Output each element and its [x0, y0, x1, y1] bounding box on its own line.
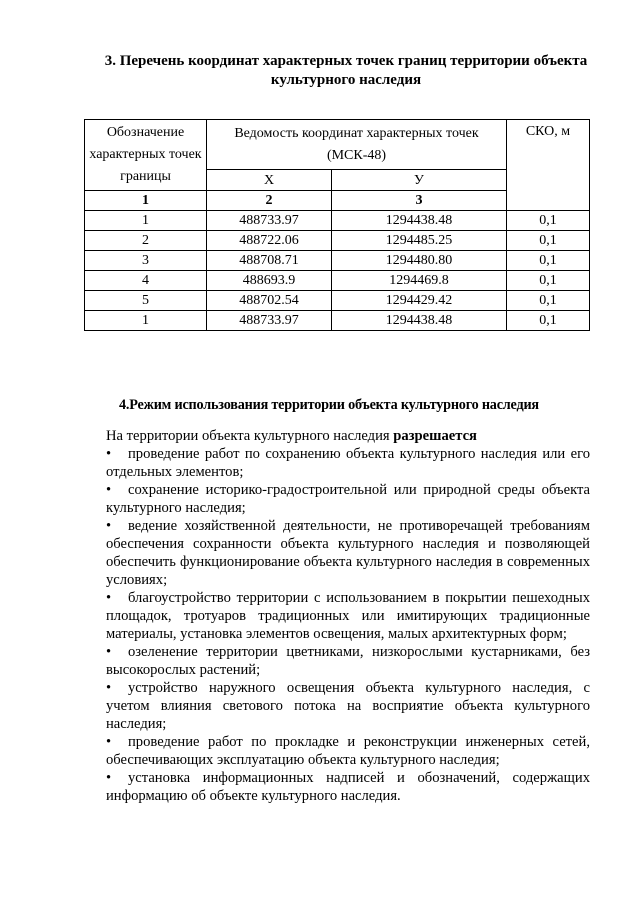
table-row: [85, 271, 590, 291]
cell-sko: 0,1: [507, 211, 590, 231]
list-item: [106, 481, 590, 517]
list-item: [106, 679, 590, 733]
table-row: [85, 311, 590, 331]
list-item-text: ведение хозяйственной деятельности, не противоречащей требованиям обеспечения сохранности объекта культурного наследия и позволяющей обеспечить функционирование объекта культурного наследия в современных условиях;: [106, 518, 590, 588]
bullet-icon: •: [106, 482, 112, 498]
table-row: [85, 211, 590, 231]
header-x: Х: [207, 170, 332, 191]
cell-sko: 0,1: [507, 271, 590, 291]
header-point-designation: Обозначение характерных точек границы: [85, 120, 207, 191]
cell-point: 4: [85, 271, 207, 291]
bullet-icon: •: [106, 734, 112, 750]
section-3-title: 3. Перечень координат характерных точек границ территории объекта культурного наследия: [104, 53, 588, 88]
cell-point: 1: [85, 211, 207, 231]
bullet-icon: •: [106, 644, 112, 660]
header-y: У: [332, 170, 507, 191]
table-row: [85, 291, 590, 311]
cell-point: 1: [85, 311, 207, 331]
coordinates-table: [84, 119, 590, 331]
permitted-activities-list: [106, 445, 590, 805]
cell-y: 1294438.48: [332, 311, 507, 331]
numbering-cell: 3: [332, 191, 507, 211]
cell-x: 488702.54: [207, 291, 332, 311]
intro-emphasis: разрешается: [393, 428, 477, 444]
list-item: [106, 589, 590, 643]
header-coordinates: Ведомость координат характерных точек (МСК-48): [207, 120, 507, 170]
list-item: [106, 517, 590, 589]
bullet-icon: •: [106, 770, 112, 786]
cell-sko: 0,1: [507, 311, 590, 331]
list-item-text: озеленение территории цветниками, низкорослыми кустарниками, без высокорослых растений;: [106, 644, 590, 678]
cell-point: 5: [85, 291, 207, 311]
bullet-icon: •: [106, 446, 112, 462]
bullet-icon: •: [106, 590, 112, 606]
cell-sko: 0,1: [507, 291, 590, 311]
section-4-body: [106, 427, 590, 805]
table-row: [85, 231, 590, 251]
list-item-text: проведение работ по прокладке и реконструкции инженерных сетей, обеспечивающих эксплуатацию объекта культурного наследия;: [106, 734, 590, 768]
cell-y: 1294485.25: [332, 231, 507, 251]
cell-point: 2: [85, 231, 207, 251]
intro-text: На территории объекта культурного наследия: [106, 428, 394, 444]
header-sko: СКО, м: [507, 120, 590, 211]
list-item: [106, 445, 590, 481]
cell-sko: 0,1: [507, 231, 590, 251]
list-item-text: установка информационных надписей и обозначений, содержащих информацию об объекте культурного наследия.: [106, 770, 590, 804]
section-4-title: 4.Режим использования территории объекта культурного наследия: [119, 397, 539, 413]
numbering-cell: 1: [85, 191, 207, 211]
cell-sko: 0,1: [507, 251, 590, 271]
cell-y: 1294438.48: [332, 211, 507, 231]
bullet-icon: •: [106, 518, 112, 534]
table-header-row: [85, 120, 590, 170]
cell-x: 488722.06: [207, 231, 332, 251]
intro-paragraph: [106, 427, 590, 445]
list-item-text: сохранение историко-градостроительной или природной среды объекта культурного наследия;: [106, 482, 590, 516]
table-row: [85, 251, 590, 271]
cell-x: 488733.97: [207, 211, 332, 231]
cell-point: 3: [85, 251, 207, 271]
bullet-icon: •: [106, 680, 112, 696]
cell-x: 488708.71: [207, 251, 332, 271]
list-item-text: благоустройство территории с использованием в покрытии пешеходных площадок, тротуаров традиционных или имитирующих традиционные материалы, установка элементов освещения, малых архитектурных форм;: [106, 590, 590, 642]
cell-y: 1294429.42: [332, 291, 507, 311]
cell-x: 488693.9: [207, 271, 332, 291]
list-item: [106, 733, 590, 769]
list-item: [106, 643, 590, 679]
numbering-cell: 2: [207, 191, 332, 211]
list-item-text: проведение работ по сохранению объекта культурного наследия или его отдельных элементов;: [106, 446, 590, 480]
cell-x: 488733.97: [207, 311, 332, 331]
list-item: [106, 769, 590, 805]
list-item-text: устройство наружного освещения объекта культурного наследия, с учетом влияния светового потока на восприятие объекта культурного наследия;: [106, 680, 590, 732]
cell-y: 1294469.8: [332, 271, 507, 291]
cell-y: 1294480.80: [332, 251, 507, 271]
